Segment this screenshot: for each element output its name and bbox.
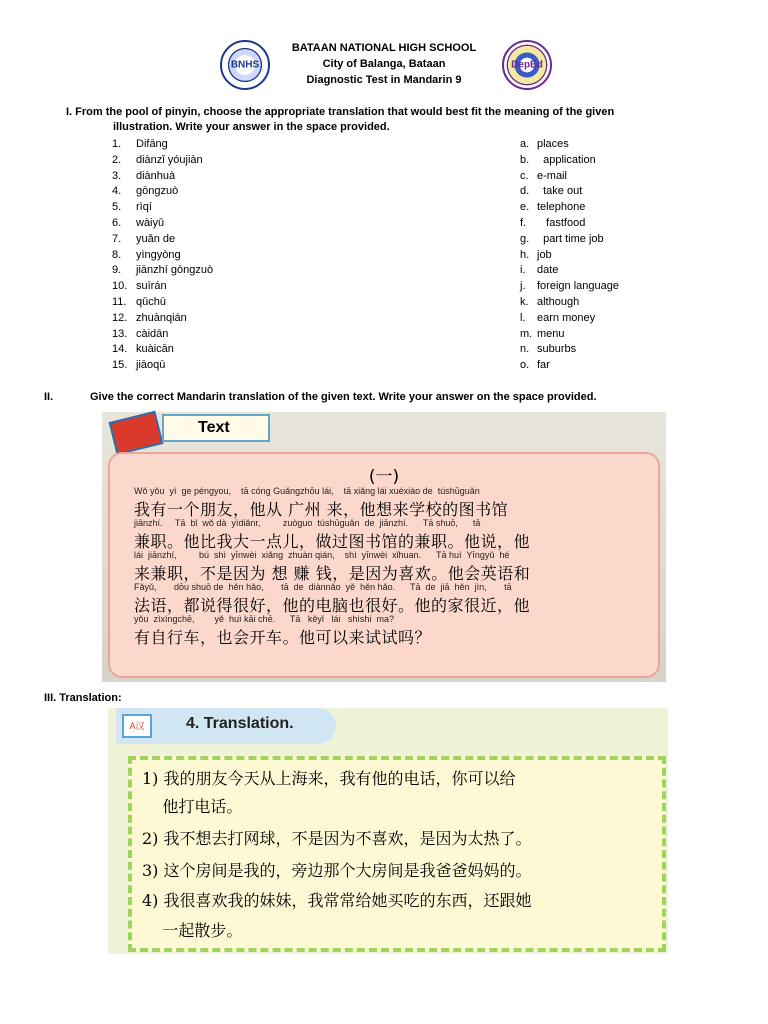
item-number: 12.: [112, 311, 128, 324]
translation-sentence: 2) 我不想去打网球，不是因为不喜欢，是因为太热了。: [142, 829, 532, 848]
choice-letter: f.: [520, 216, 527, 229]
item-pinyin: zhuànqián: [136, 311, 187, 324]
section-3-title: III. Translation:: [44, 692, 122, 704]
choice-item: [520, 169, 619, 185]
choice-letter: g.: [520, 232, 530, 245]
choice-item: [520, 279, 619, 295]
choice-text: although: [537, 295, 580, 308]
hanzi-line: 兼职。他比我大一点儿，做过图书馆的兼职。他说，他: [134, 532, 531, 551]
item-pinyin: diànhuà: [136, 169, 176, 182]
item-pinyin: qǔchū: [136, 295, 166, 308]
pinyin-item: [112, 248, 213, 264]
chinese-text-passage: [108, 452, 660, 678]
pinyin-item: [112, 342, 213, 358]
choice-letter: c.: [520, 169, 529, 182]
item-pinyin: suīrán: [136, 280, 167, 293]
hanzi-line: 来兼职，不是因为 想 赚 钱，是因为喜欢。他会英语和: [134, 564, 531, 583]
translation-sentence: 他打电话。: [142, 797, 243, 816]
item-number: 14.: [112, 343, 128, 356]
choice-item: [520, 248, 619, 264]
hanzi-line: 法语，都说得很好，他的电脑也很好。他的家很近，他: [134, 596, 531, 615]
item-pinyin: kuàicān: [136, 343, 174, 356]
translation-sentences: [128, 756, 666, 952]
choice-text: suburbs: [537, 343, 577, 356]
choice-item: [520, 153, 619, 169]
school-name: BATAAN NATIONAL HIGH SCHOOL: [291, 42, 477, 54]
choice-item: [520, 216, 619, 232]
item-pinyin: Difāng: [136, 138, 168, 150]
item-number: 8.: [112, 248, 122, 261]
choice-letter: b.: [520, 153, 530, 166]
item-pinyin: yuǎn de: [136, 232, 176, 245]
choice-letter: e.: [520, 201, 530, 214]
translation-tab: [116, 708, 336, 744]
choice-letter: n.: [520, 343, 530, 356]
choice-letter: d.: [520, 185, 530, 198]
school-seal-logo: BNHS: [220, 40, 270, 90]
pinyin-item: [112, 311, 213, 327]
item-number: 6.: [112, 216, 122, 229]
choice-item: [520, 311, 619, 327]
pinyin-item: [112, 200, 213, 216]
pinyin-line: jiānzhí. Tā bǐ wǒ dà yìdiǎnr, zuòguo túshūguǎn de jiānzhí. Tā shuō, tā: [134, 518, 481, 528]
section-1-instruction: I. From the pool of pinyin, choose the appropriate translation that would best fit the meaning of the given illustration. Write your answer in the space provided.: [66, 106, 615, 133]
item-pinyin: gōngzuò: [136, 185, 179, 198]
choice-text: fastfood: [537, 216, 586, 229]
item-pinyin: wàiyǔ: [136, 216, 165, 229]
item-number: 7.: [112, 232, 122, 245]
item-pinyin: diànzǐ yóujiàn: [136, 153, 203, 166]
pinyin-item: [112, 137, 213, 153]
item-pinyin: rìqí: [136, 201, 152, 214]
document-header: [0, 40, 768, 88]
choice-item: [520, 327, 619, 343]
item-number: 13.: [112, 327, 128, 340]
item-pinyin: jiānzhí gōngzuò: [136, 264, 214, 277]
choice-text: menu: [537, 327, 565, 340]
choice-letter: a.: [520, 138, 530, 150]
pinyin-line: yǒu zìxíngchē, yě huì kāi chē. Tā kěyǐ lái shìshi ma?: [134, 614, 394, 624]
item-number: 9.: [112, 264, 122, 277]
translation-sentence: 一起散步。: [142, 921, 243, 940]
pinyin-line: Wǒ yǒu yí ge péngyou, tā cóng Guǎngzhōu lái, tā xiǎng lái xuéxiào de túshūguǎn: [134, 486, 480, 496]
choice-text: date: [537, 264, 559, 277]
pinyin-item: [112, 153, 213, 169]
choice-letter: h.: [520, 248, 530, 261]
item-pinyin: jiāoqū: [136, 359, 166, 372]
deped-seal-logo: DepEd: [502, 40, 552, 90]
pinyin-item: [112, 232, 213, 248]
choice-text: earn money: [537, 311, 596, 324]
choice-item: [520, 295, 619, 311]
choice-text: far: [537, 359, 550, 372]
item-number: 15.: [112, 359, 128, 372]
choice-text: telephone: [537, 201, 586, 214]
choice-item: [520, 184, 619, 200]
item-number: 2.: [112, 153, 122, 166]
pinyin-item: [112, 184, 213, 200]
choice-letter: m.: [520, 327, 533, 340]
pinyin-item: [112, 216, 213, 232]
language-icon: A汉: [122, 714, 152, 738]
translation-sentence: 4) 我很喜欢我的妹妹，我常常给她买吃的东西，还跟她: [142, 891, 532, 910]
translation-exercise-image: [108, 708, 668, 954]
pinyin-items-list: [112, 137, 213, 374]
choice-text: places: [537, 138, 569, 150]
choice-letter: j.: [520, 280, 526, 293]
choice-letter: k.: [520, 295, 529, 308]
pinyin-item: [112, 169, 213, 185]
choice-letter: i.: [520, 264, 526, 277]
item-pinyin: yìngyòng: [136, 248, 181, 261]
choice-text: e-mail: [537, 169, 567, 182]
pinyin-item: [112, 295, 213, 311]
item-pinyin: càidān: [136, 327, 169, 340]
translation-choices-list: [520, 137, 619, 374]
section-2-instruction: II. Give the correct Mandarin translation of the given text. Write your answer on the space provided.: [44, 391, 597, 403]
choice-item: [520, 342, 619, 358]
item-number: 5.: [112, 201, 122, 214]
test-title: Diagnostic Test in Mandarin 9: [306, 74, 462, 86]
pinyin-item: [112, 263, 213, 279]
choice-item: [520, 263, 619, 279]
passage-heading: (一): [368, 467, 400, 487]
pinyin-item: [112, 279, 213, 295]
item-number: 1.: [112, 138, 122, 150]
textbook-text-image: [102, 412, 666, 682]
choice-letter: o.: [520, 359, 530, 372]
item-number: 3.: [112, 169, 122, 182]
choice-item: [520, 232, 619, 248]
pinyin-item: [112, 327, 213, 343]
book-icon: [109, 411, 164, 456]
translation-tab-label: 4. Translation.: [186, 715, 294, 732]
choice-text: application: [537, 153, 596, 166]
choice-text: job: [537, 248, 552, 261]
choice-text: foreign language: [537, 280, 619, 293]
hanzi-line: 我有一个朋友，他从 广州 来，他想来学校的图书馆: [134, 500, 509, 519]
translation-sentence: 3) 这个房间是我的，旁边那个大房间是我爸爸妈妈的。: [142, 861, 532, 880]
choice-item: [520, 200, 619, 216]
choice-item: [520, 358, 619, 374]
school-city: City of Balanga, Bataan: [322, 58, 446, 70]
text-tab-label: Text: [162, 414, 270, 442]
choice-text: take out: [537, 185, 583, 198]
pinyin-item: [112, 358, 213, 374]
translation-sentence: 1) 我的朋友今天从上海来，我有他的电话，你可以给: [142, 769, 516, 788]
choice-text: part time job: [537, 232, 604, 245]
hanzi-line: 有自行车，也会开车。他可以来试试吗？: [134, 628, 432, 647]
item-number: 10.: [112, 280, 128, 293]
pinyin-line: Fǎyǔ, dōu shuō de hěn hǎo, tā de diànnǎo yě hěn hǎo. Tā de jiā hěn jìn, tā: [134, 582, 512, 592]
choice-item: [520, 137, 619, 153]
pinyin-line: lái jiānzhí, bú shì yīnwèi xiǎng zhuàn qián, shì yīnwèi xǐhuan. Tā huì Yīngyǔ hé: [134, 550, 510, 560]
item-number: 4.: [112, 185, 122, 198]
item-number: 11.: [112, 295, 127, 308]
choice-letter: l.: [520, 311, 526, 324]
